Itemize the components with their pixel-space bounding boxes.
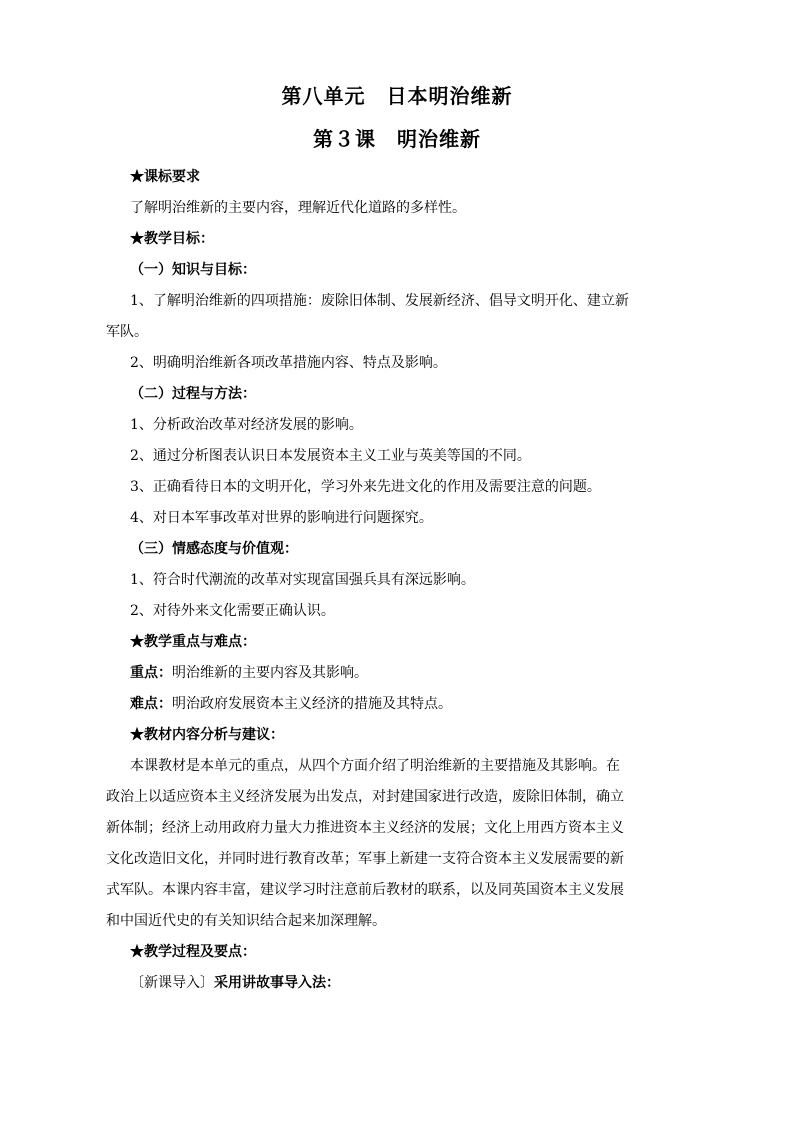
key-point bbox=[106, 658, 696, 689]
goal1-item1-line1: 1、了解明治维新的四项措施：废除旧体制、发展新经济、倡导文明开化、建立新 bbox=[130, 293, 629, 309]
lesson-title: 第３课 明治维新 bbox=[313, 127, 481, 151]
goal2-item3: 3、正确看待日本的文明开化，学习外来先进文化的作用及需要注意的问题。 bbox=[130, 479, 601, 495]
goals-heading: ★教学目标： bbox=[130, 231, 214, 247]
analysis-line-5: 式军队。本课内容丰富，建议学习时注意前后教材的联系，以及同英国资本主义发展 bbox=[106, 882, 624, 898]
goal1-item2: 2、明确明治维新各项改革措施内容、特点及影响。 bbox=[130, 355, 447, 371]
analysis-heading: ★教材内容分析与建议： bbox=[130, 727, 284, 743]
difficult-point-label: 难点： bbox=[130, 696, 172, 712]
goal2-item1: 1、分析政治改革对经济发展的影响。 bbox=[130, 417, 363, 433]
key-point-text: 明治维新的主要内容及其影响。 bbox=[172, 665, 368, 681]
goal2-heading: （二）过程与方法： bbox=[130, 386, 256, 402]
goal1-heading: （一）知识与目标： bbox=[130, 262, 256, 278]
goal3-item1: 1、符合时代潮流的改革对实现富国强兵具有深远影响。 bbox=[130, 572, 475, 588]
process-heading: ★教学过程及要点： bbox=[130, 944, 256, 960]
unit-title: 第八单元 日本明治维新 bbox=[281, 84, 513, 108]
key-point-label: 重点： bbox=[130, 665, 172, 681]
intro-line bbox=[106, 968, 696, 999]
kebiao-text: 了解明治维新的主要内容，理解近代化道路的多样性。 bbox=[130, 200, 466, 216]
intro-label: 〔新课导入〕 bbox=[130, 975, 214, 991]
analysis-line-6: 和中国近代史的有关知识结合起来加深理解。 bbox=[106, 913, 386, 929]
document-body bbox=[106, 162, 696, 999]
analysis-line-1: 本课教材是本单元的重点，从四个方面介绍了明治维新的主要措施及其影响。在 bbox=[130, 758, 620, 774]
goal1-item1-line2: 军队。 bbox=[106, 324, 148, 340]
goal2-item4: 4、对日本军事改革对世界的影响进行问题探究。 bbox=[130, 510, 433, 526]
keypoints-heading: ★教学重点与难点： bbox=[130, 634, 256, 650]
analysis-line-2: 政治上以适应资本主义经济发展为出发点，对封建国家进行改造，废除旧体制，确立 bbox=[106, 789, 624, 805]
goal2-item2: 2、通过分析图表认识日本发展资本主义工业与英美等国的不同。 bbox=[130, 448, 531, 464]
analysis-line-4: 文化改造旧文化，并同时进行教育改革；军事上新建一支符合资本主义发展需要的新 bbox=[106, 851, 624, 867]
goal3-item2: 2、对待外来文化需要正确认识。 bbox=[130, 603, 335, 619]
kebiao-heading: ★课标要求 bbox=[130, 169, 200, 185]
difficult-point-text: 明治政府发展资本主义经济的措施及其特点。 bbox=[172, 696, 452, 712]
intro-method: 采用讲故事导入法： bbox=[214, 975, 340, 991]
difficult-point bbox=[106, 689, 696, 720]
analysis-line-3: 新体制；经济上动用政府力量大力推进资本主义经济的发展；文化上用西方资本主义 bbox=[106, 820, 624, 836]
goal3-heading: （三）情感态度与价值观： bbox=[130, 541, 298, 557]
